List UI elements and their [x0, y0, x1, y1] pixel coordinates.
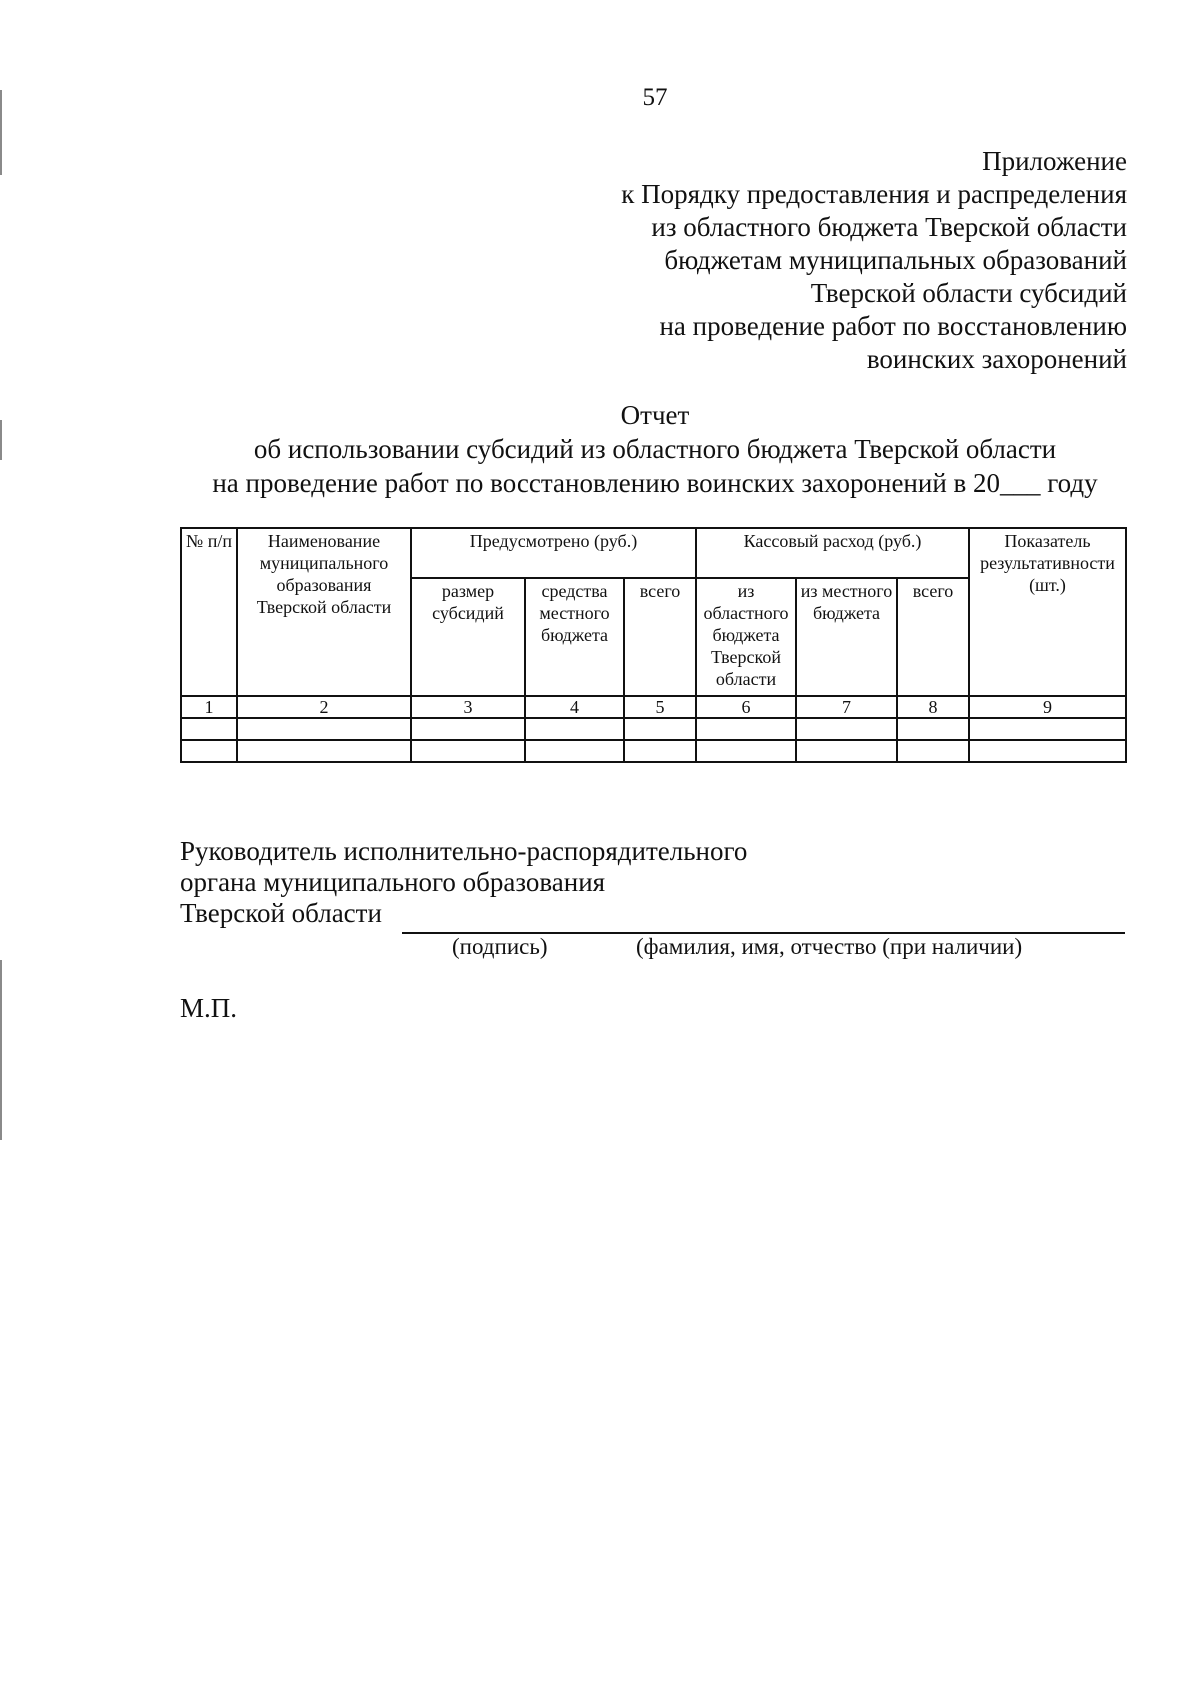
header-planned-subsidy: размер субсидий [411, 578, 525, 696]
header-spent-regional: из областного бюджета Тверской области [696, 578, 796, 696]
table-cell [237, 740, 411, 762]
table-cell [181, 718, 237, 740]
signature-line: органа муниципального образования [180, 867, 606, 897]
table-row [181, 740, 1126, 762]
table-cell [696, 718, 796, 740]
header-spent: Кассовый расход (руб.) [696, 528, 969, 578]
header-planned: Предусмотрено (руб.) [411, 528, 696, 578]
table-cell [897, 718, 969, 740]
signature-caption: (подпись) [452, 934, 548, 959]
table-cell [796, 740, 897, 762]
appendix-line: из областного бюджета Тверской области [651, 212, 1127, 242]
header-planned-total: всего [624, 578, 696, 696]
report-title-heading: Отчет [620, 400, 690, 430]
table-cell [411, 718, 525, 740]
column-number: 2 [237, 696, 411, 718]
table-cell [696, 740, 796, 762]
appendix-line: бюджетам муниципальных образований [664, 245, 1127, 275]
appendix-line: к Порядку предоставления и распределения [621, 179, 1127, 209]
scan-edge-line [0, 420, 2, 460]
appendix-line: на проведение работ по восстановлению [659, 311, 1127, 341]
column-number: 3 [411, 696, 525, 718]
column-number: 1 [181, 696, 237, 718]
column-number: 8 [897, 696, 969, 718]
header-municipality: Наименование муниципального образования Тверской области [237, 528, 411, 696]
column-number: 7 [796, 696, 897, 718]
table-cell [237, 718, 411, 740]
signature-line: Тверской области [180, 898, 382, 928]
appendix-line: Приложение [982, 146, 1127, 176]
report-table [180, 527, 1127, 763]
header-spent-total: всего [897, 578, 969, 696]
appendix-header [621, 145, 1127, 376]
table-cell [181, 740, 237, 762]
table-cell [796, 718, 897, 740]
column-number: 4 [525, 696, 624, 718]
report-subtitle-line: об использовании субсидий из областного бюджета Тверской области [253, 434, 1057, 464]
table-cell [624, 740, 696, 762]
table-cell [969, 740, 1126, 762]
stamp-place: М.П. [180, 993, 238, 1023]
table-cell [525, 740, 624, 762]
column-number: 9 [969, 696, 1126, 718]
header-number: № п/п [181, 528, 237, 696]
report-subtitle-line: на проведение работ по восстановлению воинских захоронений в 20___ году [212, 468, 1098, 498]
signature-line: Руководитель исполнительно-распорядительного [180, 836, 748, 866]
column-number: 6 [696, 696, 796, 718]
table-row [181, 718, 1126, 740]
table-cell [969, 718, 1126, 740]
header-indicator: Показатель результативности (шт.) [969, 528, 1126, 696]
appendix-line: воинских захоронений [866, 344, 1127, 374]
header-spent-local: из местного бюджета [796, 578, 897, 696]
table-cell [897, 740, 969, 762]
appendix-line: Тверской области субсидий [810, 278, 1127, 308]
signature-block [180, 836, 747, 929]
page-number: 57 [642, 84, 668, 111]
scan-edge-line [0, 960, 2, 1140]
table-cell [411, 740, 525, 762]
column-number-row [181, 696, 1126, 718]
column-number: 5 [624, 696, 696, 718]
table-cell [525, 718, 624, 740]
table-cell [624, 718, 696, 740]
name-caption: (фамилия, имя, отчество (при наличии) [636, 934, 1023, 959]
report-title [100, 398, 1200, 500]
header-planned-local: средства местного бюджета [525, 578, 624, 696]
